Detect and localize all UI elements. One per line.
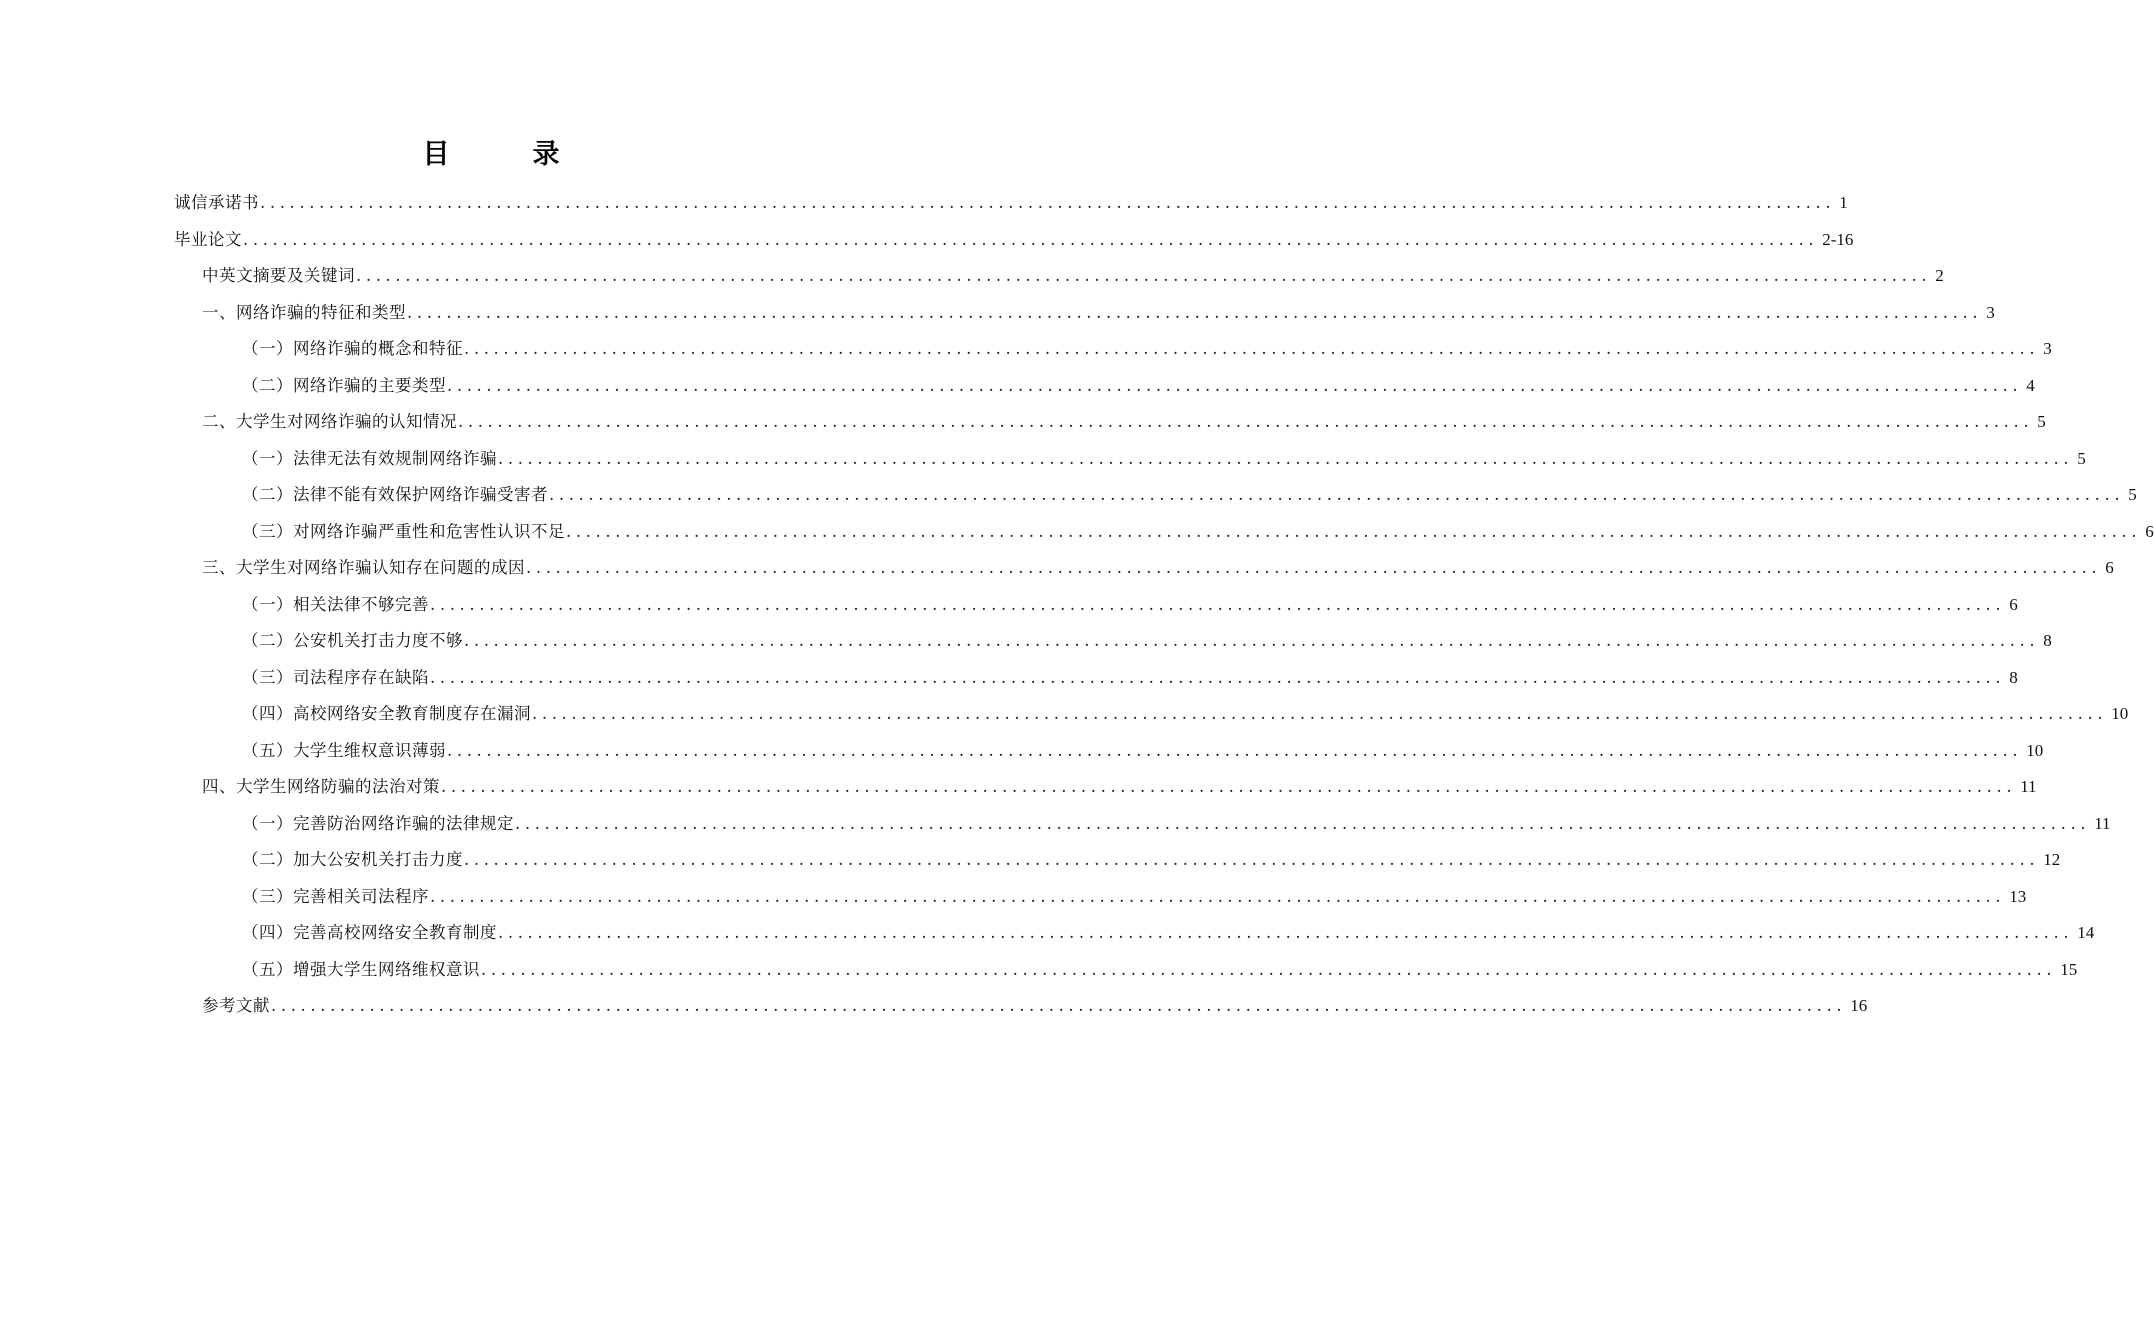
toc-entry[interactable] — [242, 916, 2095, 944]
toc-dot-leader: ................................................................................................................................................................ — [430, 667, 2006, 687]
toc-entry-label: 参考文献 — [202, 996, 270, 1015]
toc-dot-leader: ................................................................................................................................................................ — [430, 886, 2006, 906]
toc-entry-label: 毕业论文 — [174, 229, 242, 249]
toc-entry[interactable] — [242, 478, 2137, 506]
toc-entry-page-number: 5 — [2077, 448, 2086, 468]
toc-entry-page-number: 11 — [2020, 777, 2037, 796]
toc-entry[interactable] — [242, 953, 2078, 981]
toc-dot-leader: ................................................................................................................................................................ — [566, 521, 2142, 541]
toc-entry[interactable] — [242, 442, 2086, 470]
toc-dot-leader: ................................................................................................................................................................ — [464, 339, 2040, 358]
toc-entry-page-number: 8 — [2043, 631, 2052, 650]
toc-entry-page-number: 5 — [2128, 485, 2137, 504]
toc-entry-page-number: 5 — [2037, 412, 2046, 431]
toc-entry-page-number: 13 — [2009, 886, 2027, 906]
toc-entry-label: （四）高校网络安全教育制度存在漏洞 — [242, 704, 531, 723]
toc-entry[interactable] — [202, 770, 2037, 798]
toc-entry-page-number: 10 — [2026, 740, 2044, 760]
toc-entry[interactable] — [242, 661, 2018, 689]
toc-entry[interactable] — [202, 989, 1868, 1017]
toc-entry-label: 中英文摘要及关键词 — [202, 266, 355, 285]
toc-entry[interactable] — [242, 880, 2027, 908]
toc-dot-leader: ................................................................................................................................................................ — [515, 813, 2091, 833]
toc-entry-label: （五）增强大学生网络维权意识 — [242, 959, 480, 979]
toc-dot-leader: ................................................................................................................................................................ — [532, 704, 2108, 723]
toc-title: 目 录 — [422, 139, 588, 170]
toc-entry[interactable] — [242, 624, 2052, 652]
toc-entry[interactable] — [242, 697, 2129, 725]
toc-entry-page-number: 2 — [1935, 266, 1944, 285]
toc-entry-page-number: 1 — [1839, 193, 1848, 212]
toc-entry-page-number: 15 — [2060, 959, 2078, 979]
toc-entry-page-number: 6 — [2105, 558, 2114, 577]
toc-entry-label: （二）公安机关打击力度不够 — [242, 631, 463, 650]
toc-entry-label: 二、大学生对网络诈骗的认知情况 — [202, 412, 457, 431]
toc-entry-label: 四、大学生网络防骗的法治对策 — [202, 777, 440, 796]
toc-entry-page-number: 6 — [2009, 594, 2018, 614]
toc-entry[interactable] — [242, 734, 2044, 762]
toc-entry[interactable] — [202, 405, 2046, 433]
toc-entry-label: （三）司法程序存在缺陷 — [242, 667, 429, 687]
toc-entry[interactable] — [174, 223, 1854, 251]
toc-dot-leader: ................................................................................................................................................................ — [271, 996, 1847, 1015]
toc-dot-leader: ................................................................................................................................................................ — [549, 485, 2125, 504]
toc-dot-leader: ................................................................................................................................................................ — [526, 558, 2102, 577]
toc-entry-page-number: 3 — [1986, 302, 1995, 322]
toc-entry[interactable] — [242, 369, 2035, 397]
toc-entry-page-number: 12 — [2043, 850, 2061, 869]
toc-dot-leader: ................................................................................................................................................................ — [441, 777, 2017, 796]
toc-dot-leader: ................................................................................................................................................................ — [447, 375, 2023, 395]
toc-entry-page-number: 16 — [1850, 996, 1868, 1015]
toc-entry-label: （四）完善高校网络安全教育制度 — [242, 923, 497, 942]
toc-entry-page-number: 2-16 — [1822, 229, 1854, 249]
toc-entry[interactable] — [242, 843, 2061, 871]
toc-entry[interactable] — [242, 807, 2111, 835]
toc-dot-leader: ................................................................................................................................................................ — [498, 448, 2074, 468]
toc-entry[interactable] — [202, 259, 1944, 287]
toc-entry-page-number: 3 — [2043, 339, 2052, 358]
toc-entry-label: 诚信承诺书 — [174, 193, 259, 212]
toc-entry-label: （二）网络诈骗的主要类型 — [242, 375, 446, 395]
toc-entry[interactable] — [242, 588, 2018, 616]
toc-dot-leader: ................................................................................................................................................................ — [458, 412, 2034, 431]
toc-entry-page-number: 14 — [2077, 923, 2095, 942]
toc-entry[interactable] — [242, 515, 2154, 543]
toc-entry-label: 三、大学生对网络诈骗认知存在问题的成因 — [202, 558, 525, 577]
toc-dot-leader: ................................................................................................................................................................ — [447, 740, 2023, 760]
toc-dot-leader: ................................................................................................................................................................ — [464, 631, 2040, 650]
toc-entry-label: （三）完善相关司法程序 — [242, 886, 429, 906]
toc-dot-leader: ................................................................................................................................................................ — [243, 229, 1819, 249]
toc-entry-label: （一）网络诈骗的概念和特征 — [242, 339, 463, 358]
toc-dot-leader: ................................................................................................................................................................ — [498, 923, 2074, 942]
toc-entry-label: （三）对网络诈骗严重性和危害性认识不足 — [242, 521, 565, 541]
toc-entry-label: （五）大学生维权意识薄弱 — [242, 740, 446, 760]
toc-entry-page-number: 8 — [2009, 667, 2018, 687]
toc-entry-page-number: 4 — [2026, 375, 2035, 395]
toc-entry[interactable] — [242, 332, 2052, 360]
toc-entry-page-number: 11 — [2094, 813, 2111, 833]
toc-entry[interactable] — [174, 186, 1848, 214]
toc-dot-leader: ................................................................................................................................................................ — [407, 302, 1983, 322]
toc-entry-label: （二）加大公安机关打击力度 — [242, 850, 463, 869]
toc-entry-label: 一、网络诈骗的特征和类型 — [202, 302, 406, 322]
toc-entry[interactable] — [202, 551, 2114, 579]
toc-dot-leader: ................................................................................................................................................................ — [481, 959, 2057, 979]
toc-dot-leader: ................................................................................................................................................................ — [464, 850, 2040, 869]
toc-entry-page-number: 10 — [2111, 704, 2129, 723]
toc-entry-label: （一）相关法律不够完善 — [242, 594, 429, 614]
toc-dot-leader: ................................................................................................................................................................ — [260, 193, 1836, 212]
toc-dot-leader: ................................................................................................................................................................ — [430, 594, 2006, 614]
toc-entry-label: （一）法律无法有效规制网络诈骗 — [242, 448, 497, 468]
toc-dot-leader: ................................................................................................................................................................ — [356, 266, 1932, 285]
toc-entry-label: （二）法律不能有效保护网络诈骗受害者 — [242, 485, 548, 504]
toc-entry-label: （一）完善防治网络诈骗的法律规定 — [242, 813, 514, 833]
toc-entry[interactable] — [202, 296, 1995, 324]
toc-entry-page-number: 6 — [2145, 521, 2154, 541]
